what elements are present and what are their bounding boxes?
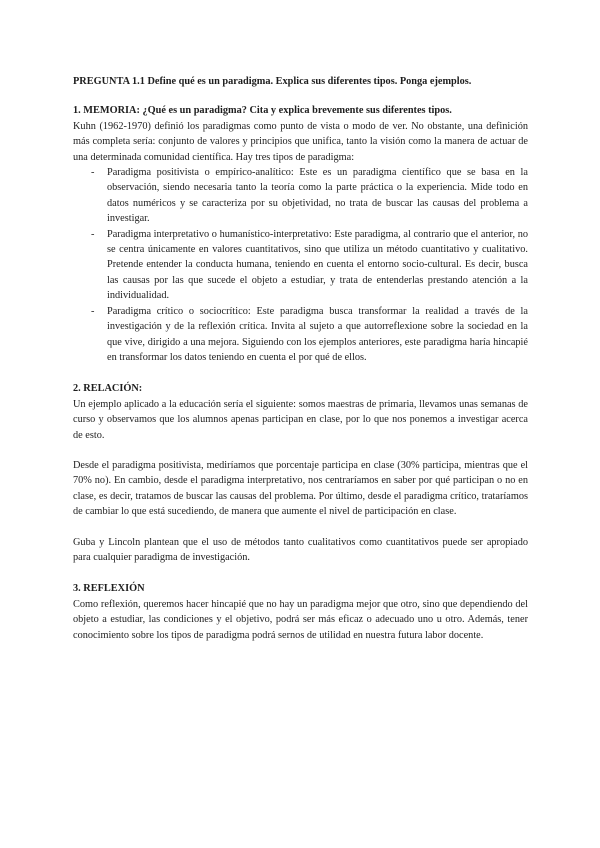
- reflexion-text: Como reflexión, queremos hacer hincapié que no hay un paradigma mejor que otro, sino que dependiendo del objeto a estudiar, las condiciones y el objetivo, podrá ser más eficaz o adecuado uno u otro. Además, tener conocimiento sobre los tipos de paradigma podrá sernos de utilidad en nuestra futura labor docente.: [73, 598, 528, 641]
- paradigm-positivista-text: Paradigma positivista o empírico-analítico: Este es un paradigma científico que se basa en la observación, siendo necesaria tanto la teoría como la parte práctica o la experiencia. Mide todo en datos numéricos y se caracteriza por su objetividad, no trata de buscar las causas del problema a investigar.: [107, 167, 528, 225]
- paradigm-interpretativo: [73, 227, 528, 304]
- relacion-heading: 2. RELACIÓN:: [73, 383, 143, 395]
- list-bullet: -: [91, 228, 95, 240]
- section-memoria: [73, 103, 528, 365]
- section-reflexion: [73, 581, 528, 643]
- relacion-paragraph-3: Guba y Lincoln plantean que el uso de métodos tanto cualitativos como cuantitativos puede ser apropiado para cualquier paradigma de investigación.: [73, 536, 528, 563]
- paradigm-critico-text: Paradigma crítico o sociocrítico: Este paradigma busca transformar la realidad a través de la investigación y de la reflexión crítica. Invita al sujeto a que autorreflexione sobre la sociedad en la que vive, dirigido a una mejora. Siguiendo con los ejemplos anteriores, este paradigma haría hincapié en transformar los datos teniendo en cuenta el por qué de ellos.: [107, 305, 528, 363]
- memoria-intro: Kuhn (1962-1970) definió los paradigmas como punto de vista o modo de ver. No obstante, una definición más completa sería: conjunto de valores y principios que unifica, tanto la visión como la manera de actuar de una determinada comunidad científica. Hay tres tipos de paradigma:: [73, 120, 528, 163]
- relacion-paragraph-1: Un ejemplo aplicado a la educación sería el siguiente: somos maestras de primaria, llevamos unas semanas de curso y observamos que los alumnos apenas participan en clase, por lo que nos ponemos a investigar acerca de esto.: [73, 398, 528, 441]
- paradigm-interpretativo-text: Paradigma interpretativo o humanístico-interpretativo: Este paradigma, al contrario que el anterior, no se centra únicamente en valores cuantitativos, sino que utiliza un método cuantitativo y cualitativo. Pretende entender la conducta humana, teniendo en cuenta el entorno socio-cultural. Es decir, busca las causas por las que sucede el objeto a estudiar, y trata de entenderlas prestando atención a la individualidad.: [107, 228, 528, 302]
- reflexion-heading: 3. REFLEXIÓN: [73, 583, 145, 595]
- list-bullet: -: [91, 305, 95, 317]
- question-title: PREGUNTA 1.1 Define qué es un paradigma. Explica sus diferentes tipos. Ponga ejemplos.: [73, 76, 472, 87]
- paradigm-critico: [73, 304, 528, 366]
- list-bullet: -: [91, 167, 95, 179]
- paradigm-positivista: [73, 165, 528, 227]
- relacion-paragraph-2: Desde el paradigma positivista, mediríamos que porcentaje participa en clase (30% participa, mientras que el 70% no). En cambio, desde el paradigma interpretativo, nos centraríamos en saber por qué participan o no en clase, es decir, tratamos de buscar las causas del problema. Por último, desde el paradigma crítico, trataríamos de cambiar lo que está sucediendo, de manera que aumente el nivel de participación en clase.: [73, 459, 528, 518]
- memoria-heading: 1. MEMORIA: ¿Qué es un paradigma? Cita y explica brevemente sus diferentes tipos.: [73, 105, 452, 117]
- paradigm-types-list: [73, 165, 528, 365]
- section-relacion: [73, 381, 528, 565]
